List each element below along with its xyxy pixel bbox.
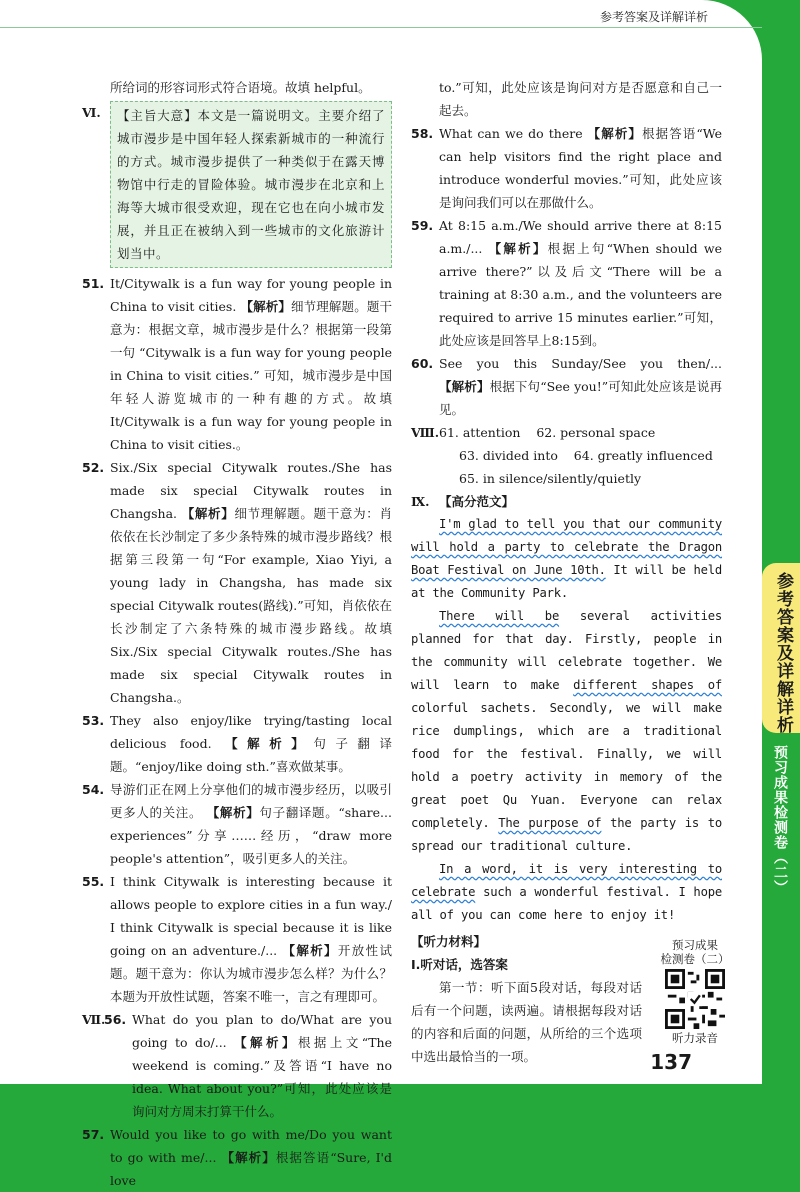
answer-59 <box>411 214 722 352</box>
answer-56 <box>82 1008 392 1123</box>
header-divider <box>0 27 762 28</box>
essay-text: the party is to spread our traditional culture. <box>411 816 723 853</box>
essay-paragraph-1 <box>411 513 722 605</box>
essay-paragraph-3 <box>411 858 722 927</box>
qr-label-bottom: 听力录音 <box>672 1031 718 1045</box>
answer-64: 64. greatly influenced <box>573 448 713 463</box>
answer-text: Six./Six special Citywalk routes./She has made six special Citywalk routes in Changsha. <box>110 460 392 521</box>
analysis-tag: 【解析】 <box>234 1035 298 1050</box>
highlight-phrase: There will be <box>439 609 560 623</box>
analysis-text: 根据答语“We can help visitors find the right place and introduce wonderful movies.”可知，此处应该是询问我们可以在那做什么。 <box>439 126 722 210</box>
answer-number: 52. <box>82 460 105 475</box>
answer-58 <box>411 122 722 214</box>
qr-label-sub: 检测卷（二） <box>660 952 730 966</box>
essay-paragraph-2 <box>411 605 722 858</box>
intro-line: 所给词的形容词形式符合语境。故填 helpful。 <box>110 80 371 95</box>
section-vi <box>82 101 392 268</box>
answer-60 <box>411 352 722 421</box>
model-essay-title: 【高分范文】 <box>439 494 515 509</box>
analysis-text: 根据上文“The weekend is coming.”及答语“I have no idea. What about you?”可知，此处应该是询问对方周末打算干什么。 <box>132 1035 392 1119</box>
section-vii-numeral: Ⅶ. <box>82 1012 106 1027</box>
answer-number: 55. <box>82 874 105 889</box>
listening-instructions: 第一节：听下面5段对话，每段对话后有一个问题，读两遍。请根据每段对话的内容和后面的问题，从所给的三个选项中选出最恰当的一项。 <box>411 980 642 1064</box>
analysis-text: 根据答语“Sure, I'd love <box>110 1150 392 1188</box>
section-viii <box>411 421 722 490</box>
essay-text: It will be held at the Community Park. <box>411 563 723 600</box>
answer-text: See you this Sunday/See you then/... <box>439 356 722 371</box>
qr-code-graphic <box>665 969 725 1029</box>
analysis-text: 细节理解题。题干意为：肖依依在长沙制定了多少条特殊的城市漫步路线？根据第三段第一句“For example, Xiao Yiyi, a young lady in Changsha, has made six special Citywalk routes(路线).”可知，肖依依在长沙制定了六条特殊的城市漫步路线。故填 Six./Six special Citywalk routes./She has made six special Citywalk routes in Changsha.。 <box>110 506 392 705</box>
analysis-text: 细节理解题。题干意为：根据文章，城市漫步是什么？根据第一段第一句 “Citywalk is a fun way for young people in China to visit cities.” 可知，城市漫步是中国年轻人游览城市的一种有趣的方式。故填 It/Citywalk is a fun way for young people in China to visit cities.。 <box>110 299 392 452</box>
listening-section-title: Ⅰ.听对话，选答案 <box>411 957 508 972</box>
answer-text: What can we do there <box>439 126 583 141</box>
answer-62: 62. personal space <box>536 425 656 440</box>
answer-53 <box>82 709 392 778</box>
side-section-label: 预习成果检测卷（二） <box>772 745 788 895</box>
highlight-phrase: different shapes of <box>573 678 722 692</box>
answer-number: 56. <box>104 1012 127 1027</box>
answer-text: 导游们正在网上分享他们的城市漫步经历，以吸引更多人的关注。 <box>110 782 392 820</box>
analysis-tag: 【解析】 <box>587 126 643 141</box>
essay-text: colorful sachets. Secondly, we will make rice dumplings, which are a traditional food for the festival. Finally, we will hold a poetry activity in memory of the great poet Qu Yuan. Everyone can relax completely. <box>411 701 722 830</box>
section-viii-numeral: Ⅷ. <box>411 425 440 440</box>
answer-text: At 8:15 a.m./We should arrive there at 8:15 a.m./... <box>439 218 722 256</box>
highlight-phrase: The purpose of <box>498 816 602 830</box>
answer-number: 53. <box>82 713 105 728</box>
answer-number: 58. <box>411 126 434 141</box>
section-ix-numeral: Ⅸ. <box>411 494 430 509</box>
analysis-text: 句子翻译题。“enjoy/like doing sth.”喜欢做某事。 <box>110 736 392 774</box>
answer-text: They also enjoy/like trying/tasting local delicious food. <box>110 713 392 751</box>
answer-text: I think Citywalk is interesting because it allows people to explore cities in a fun way./ I think Citywalk is special because it is like going on an adventure./... <box>110 874 392 958</box>
analysis-tag: 【解析】 <box>225 736 314 751</box>
left-column <box>82 76 392 1192</box>
page-number: 137 <box>650 1050 692 1074</box>
answer-54 <box>82 778 392 870</box>
answer-57 <box>82 1123 392 1192</box>
listening-title: 【听力材料】 <box>411 934 487 949</box>
analysis-text: 开放性试题。题干意为：你认为城市漫步怎么样？为什么？本题为开放性试题，答案不唯一，言之有理即可。 <box>110 943 392 1004</box>
answer-61: 61. attention <box>439 425 521 440</box>
right-column <box>411 76 722 1068</box>
answer-number: 57. <box>82 1127 105 1142</box>
running-header: 参考答案及详解详析 <box>600 10 709 24</box>
answer-text: What do you plan to do/What are you going to do/... <box>132 1012 392 1050</box>
analysis-tag: 【解析】 <box>282 943 338 958</box>
analysis-tag: 【解析】 <box>221 1150 276 1165</box>
answer-63: 63. divided into <box>459 448 558 463</box>
essay-text: several activities planned for that day. Firstly, people in the community will celebrate together. We will learn to make <box>411 609 722 692</box>
qr-code-icon[interactable] <box>665 969 725 1029</box>
analysis-tag: 【解析】 <box>181 506 235 521</box>
analysis-text: 根据上句“When should we arrive there?”以及后文“There will be a training at 8:30 a.m., and the volunteers are required to arrive 15 minutes earlier.”可知，此处应该是回答早上8:15到。 <box>439 241 722 348</box>
answer-52 <box>82 456 392 709</box>
analysis-tag: 【解析】 <box>439 379 490 394</box>
essay-text: such a wonderful festival. I hope all of you can come here to enjoy it! <box>411 885 722 922</box>
answer-text: It/Citywalk is a fun way for young people in China to visit cities. <box>110 276 392 314</box>
answer-55 <box>82 870 392 1008</box>
analysis-tag: 【解析】 <box>206 805 260 820</box>
answer-text: Would you like to go with me/Do you want to go with me/... <box>110 1127 392 1165</box>
side-tab-label: 参考答案及详解详析 <box>773 572 793 734</box>
section-vi-numeral: Ⅵ. <box>82 105 101 120</box>
analysis-tag: 【解析】 <box>488 241 548 256</box>
analysis-text: 根据下句“See you!”可知此处应该是说再见。 <box>439 379 722 417</box>
qr-code-block <box>655 938 735 1045</box>
model-essay <box>411 513 722 927</box>
main-idea-box: 【主旨大意】本文是一篇说明文。主要介绍了城市漫步是中国年轻人探索新城市的一种流行的方式。城市漫步提供了一种类似于在露天博物馆中行走的冒险体验。城市漫步在北京和上海等大城市很受欢迎，现在它也在向小城市发展，并且正在被纳入到一些城市的文化旅游计划当中。 <box>110 101 392 268</box>
analysis-text: 句子翻译题。“share... experiences”分享……经历，“draw more people's attention”，吸引更多人的关注。 <box>110 805 392 866</box>
highlight-phrase: In a word, it is very interesting to celebrate <box>411 862 722 899</box>
answer-number: 51. <box>82 276 105 291</box>
analysis-tag: 【解析】 <box>240 299 291 314</box>
section-ix <box>411 490 722 513</box>
answer-number: 54. <box>82 782 105 797</box>
answer-number: 60. <box>411 356 434 371</box>
continued-text: to.”可知，此处应该是询问对方是否愿意和自己一起去。 <box>439 80 722 118</box>
answer-65: 65. in silence/silently/quietly <box>459 471 642 486</box>
answer-51 <box>82 272 392 456</box>
highlight-phrase: I'm glad to tell you that our community will hold a party to celebrate the Dragon Boat Festival on June 10th. <box>411 517 722 577</box>
qr-label-top: 预习成果 <box>672 938 718 952</box>
answer-number: 59. <box>411 218 434 233</box>
